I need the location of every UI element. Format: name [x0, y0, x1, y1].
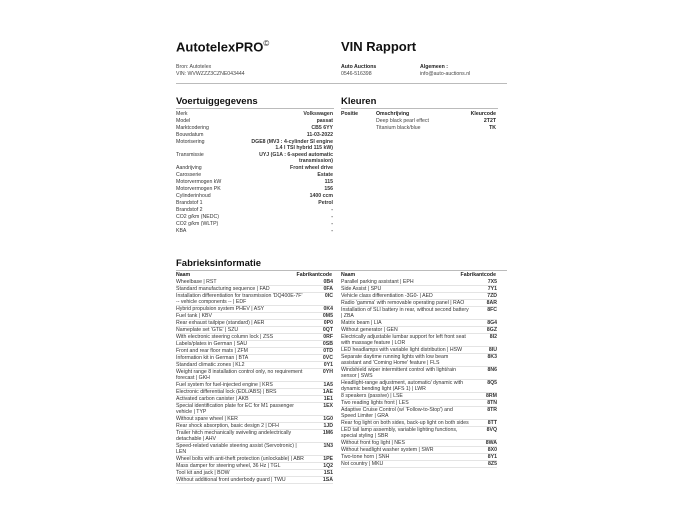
factory-left-row-code: 0VC	[322, 355, 333, 361]
factory-right-row-code: 8K3	[487, 354, 497, 360]
factory-left-row-label: Mass damper for steering wheel, 36 Hz | TGL	[176, 463, 281, 469]
factory-right-row-label: Side Assist | SPU	[341, 286, 382, 292]
vehicle-row-label: CO2 g/km (NEDC)	[176, 214, 219, 220]
header-divider	[176, 83, 507, 84]
factory-right-row	[341, 334, 497, 346]
factory-left-row-code: 1N3	[323, 443, 333, 449]
factory-right-row-code: 8TN	[487, 400, 497, 406]
factory-right-row	[341, 307, 497, 319]
colors-title-rule	[341, 108, 498, 109]
factory-right-row-label: Two-tone horn | SNH	[341, 454, 390, 460]
vin-line: VIN: WVWZZZ3CZNE043444	[176, 71, 245, 77]
factory-right-row-label: Two reading lights front | LES	[341, 400, 409, 406]
factory-right-row-label: Matrix beam | LIA	[341, 320, 382, 326]
vehicle-row	[176, 139, 333, 151]
factory-left-row	[176, 403, 333, 415]
factory-left-row-label: Front and rear floor mats | ZFM	[176, 348, 248, 354]
factory-left-row-label: Special identification plate for EC for M1 passenger vehicle | TYP	[176, 403, 294, 415]
vehicle-row-label: Transmissie	[176, 152, 204, 158]
vehicle-row-code: -	[331, 221, 333, 227]
dealer-phone: 0546-516398	[341, 71, 372, 77]
color-code: 2T2T	[483, 118, 496, 124]
color-description: Titanium black/blue	[376, 125, 421, 131]
factory-right-row-label: Vehicle class differentiation -3G0- | AED	[341, 293, 433, 299]
factory-right-row-code: 8Q5	[487, 380, 497, 386]
factory-right-row-code: 8AR	[486, 300, 497, 306]
vehicle-row-label: Marktcodering	[176, 125, 209, 131]
colors-position-header: Positie	[341, 111, 359, 117]
vehicle-title-rule	[176, 108, 334, 109]
factory-left-row-code: 0YH	[322, 369, 333, 375]
vehicle-row-label: Brandstof 2	[176, 207, 203, 213]
vehicle-row	[176, 152, 333, 164]
factory-right-row	[341, 427, 497, 439]
factory-right-row-code: 8TT	[487, 420, 497, 426]
color-code: TK	[489, 125, 496, 131]
factory-right-row-code: 8Y1	[487, 454, 497, 460]
factory-right-row-label: Headlight-range adjustment, automatic/ dynamic with dynamic bending light (AFS 1) | LWR	[341, 380, 463, 392]
factory-left-row-label: With electronic steering column lock | ZSS	[176, 334, 274, 340]
factory-left-row-label: Activated carbon canister | AKB	[176, 396, 249, 402]
factory-left-row	[176, 430, 333, 442]
factory-right-row-label: 8 speakers (passive) | LSE	[341, 393, 403, 399]
factory-left-row	[176, 293, 333, 305]
factory-title-rule	[176, 270, 507, 271]
source-info	[176, 64, 245, 78]
factory-right-row-label: LED tail lamp assembly, variable lighting functions, special styling | SBR	[341, 427, 458, 439]
factory-left-row-label: Tool kit and jack | BOW	[176, 470, 230, 476]
factory-left-row-code: 0Y1	[323, 362, 333, 368]
factory-right-row-code: 7Y1	[487, 286, 497, 292]
vehicle-row-label: Bouwdatum	[176, 132, 204, 138]
factory-section-title: Fabrieksinformatie	[176, 258, 261, 269]
factory-right-row	[341, 407, 497, 419]
factory-left-row-label: Trailer hitch mechanically swiveling andelectrically detachable | AHV	[176, 430, 292, 442]
factory-left-row-code: 0K4	[323, 306, 333, 312]
factory-right-row-code: 7X5	[487, 279, 497, 285]
factory-left-row-code: 1G0	[323, 416, 333, 422]
factory-left-row-label: Wheelbase | RST	[176, 279, 217, 285]
factory-left-row-code: 1JD	[323, 423, 333, 429]
factory-left-row-code: 1Q2	[323, 463, 333, 469]
vehicle-row-code: UYJ (G1A : 6-speed automatic transmission)	[259, 152, 333, 164]
vehicle-row-label: KBA	[176, 228, 187, 234]
row-divider	[341, 467, 497, 468]
factory-left-code-header: Fabrikantcode	[296, 272, 332, 278]
factory-right-row	[341, 380, 497, 392]
vehicle-row-label: Carosserie	[176, 172, 202, 178]
vehicle-row-code: Volkswagen	[303, 111, 333, 117]
vehicle-row-code: 11-03-2022	[306, 132, 333, 138]
factory-right-row-label: Windshield wiper intermittent control with light/rain sensor | SWS	[341, 367, 457, 379]
factory-right-row-code: 8GZ	[486, 327, 497, 333]
vehicle-row-code: passat	[316, 118, 333, 124]
factory-right-row-code: 8N6	[487, 367, 497, 373]
factory-left-row-code: 0RF	[323, 334, 333, 340]
factory-left-row	[176, 369, 333, 381]
factory-right-row-label: LED headlamps with variable light distribution | HSW	[341, 347, 463, 353]
row-divider	[176, 234, 333, 235]
factory-left-row-label: Wheel bolts with anti-theft protection (unlockable) | ABR	[176, 456, 304, 462]
factory-right-row-code: 8WA	[485, 440, 497, 446]
vehicle-row-code: Front wheel drive	[290, 165, 333, 171]
factory-right-row-code: 8VQ	[486, 427, 497, 433]
vehicle-row-label: Motorvermogen PK	[176, 186, 221, 192]
factory-right-row-code: 8X0	[487, 447, 497, 453]
factory-left-row-code: 0SB	[322, 341, 333, 347]
factory-left-row-label: Weight range 8 installation control only, no requirement forecast | GKH	[176, 369, 303, 381]
colors-desc-header: Omschrijving	[376, 111, 410, 117]
factory-left-name-header: Naam	[176, 272, 191, 278]
vehicle-row-code: 115	[324, 179, 333, 185]
factory-left-row-label: Nameplate set 'GTE' | SZU	[176, 327, 239, 333]
factory-right-row-label: Rear fog light on both sides, back-up light on both sides	[341, 420, 469, 426]
factory-left-row-label: Fuel system for fuel-injected engine | KRS	[176, 382, 273, 388]
factory-right-row-label: Adaptive Cruise Control (w/ 'Follow-to-Stop') and Speed Limiter | GRA	[341, 407, 453, 419]
factory-right-row-label: Separate daytime running lights with low beam assistant and 'Coming Home' feature | FLS	[341, 354, 449, 366]
factory-left-row-code: 1M6	[322, 430, 333, 436]
colors-code-header: Kleurcode	[470, 111, 496, 117]
factory-left-row-label: Rear exhaust tailpipe (standard) | AER	[176, 320, 265, 326]
color-description: Deep black pearl effect	[376, 118, 429, 124]
vehicle-row-code: -	[331, 228, 333, 234]
vehicle-row-label: Motorvermogen kW	[176, 179, 222, 185]
factory-right-row-label: Without headlight washer system | SWR	[341, 447, 434, 453]
factory-left-row-code: 0B4	[323, 279, 333, 285]
dealer-info	[341, 64, 376, 78]
vehicle-row-label: Cylinderinhoud	[176, 193, 211, 199]
general-label: Algemeen :	[420, 64, 448, 70]
factory-right-row-label: Electrically adjustable lumbar support for left front seat with massage feature | LOR	[341, 334, 466, 346]
factory-right-row-code: 8I2	[489, 334, 497, 340]
factory-right-row-code: 8FC	[487, 307, 497, 313]
factory-right-row-code: 8G4	[487, 320, 497, 326]
factory-left-row-label: Standard climatic zones | KL2	[176, 362, 245, 368]
factory-right-row-label: Not country | MKU	[341, 461, 384, 467]
factory-left-row-label: Without spare wheel | KER	[176, 416, 238, 422]
general-info	[420, 64, 470, 78]
vehicle-row-code: Estate	[317, 172, 333, 178]
brand-name: AutotelexPRO	[176, 39, 264, 55]
vehicle-row-label: Brandstof 1	[176, 200, 203, 206]
factory-left-row-label: Electronic differential lock (EDL/ABS) | BRS	[176, 389, 277, 395]
factory-left-row-label: Hybrid propulsion system PHEV | ASY	[176, 306, 265, 312]
factory-right-row-code: 8IU	[488, 347, 497, 353]
vehicle-row-label: Model	[176, 118, 191, 124]
vehicle-row-label: Motorisering	[176, 139, 205, 145]
factory-left-row-code: 1PE	[323, 456, 333, 462]
vehicle-row-code: 156	[324, 186, 333, 192]
source-line: Bron: Autotelex	[176, 64, 212, 70]
factory-right-row-label: Radio 'gamma' with removable operating panel | RAO	[341, 300, 465, 306]
factory-left-row-code: 0FA	[323, 286, 333, 292]
factory-left-row-label: Rear shock absorption, basic design 2 | DFH	[176, 423, 279, 429]
factory-left-row-code: 1S1	[323, 470, 333, 476]
factory-right-row-label: Parallel parking assistant | EPH	[341, 279, 414, 285]
factory-right-row-label: Installation of SLI battery in rear, without second battery | ZBA	[341, 307, 469, 319]
factory-left-row-code: 0IC	[324, 293, 333, 299]
factory-left-row-label: Speed-related variable steering assist (Servotronic) | LEN	[176, 443, 297, 455]
factory-left-row-label: Information kit in German | BTA	[176, 355, 249, 361]
factory-right-row-code: 7ZD	[487, 293, 497, 299]
factory-left-row-label: Labels/plates in German | SAU	[176, 341, 248, 347]
factory-right-row-label: Without generator | GEN	[341, 327, 398, 333]
vehicle-row-code: -	[331, 207, 333, 213]
factory-left-row-code: 0TD	[323, 348, 333, 354]
factory-left-row-code: 1E1	[323, 396, 333, 402]
vehicle-row-code: Petrol	[318, 200, 333, 206]
factory-left-row-label: Installation differentiation for transmission 'DQ400E-7F' -- vehicle components -- | EDF	[176, 293, 303, 305]
factory-right-row-code: 8RM	[486, 393, 497, 399]
vehicle-row-code: 1400 ccm	[309, 193, 333, 199]
vehicle-row-code: DGE8 (MV3 : 4-cylinder SI engine 1.4 l TSI hybrid 115 kW)	[251, 139, 333, 151]
brand-mark: ©	[263, 39, 270, 48]
factory-left-row-code: 1SA	[322, 477, 333, 483]
factory-left-row-label: Standard manufacturing sequence | FAD	[176, 286, 270, 292]
vehicle-row-code: -	[331, 214, 333, 220]
factory-left-row-code: 1A5	[323, 382, 333, 388]
factory-left-row-code: 0M5	[322, 313, 333, 319]
factory-right-code-header: Fabrikantcode	[460, 272, 496, 278]
general-email: info@auto-auctions.nl	[420, 71, 471, 77]
factory-left-row-code: 0QT	[322, 327, 333, 333]
factory-left-row-code: 1EX	[323, 403, 333, 409]
factory-left-row-label: Without additional front underbody guard | TWU	[176, 477, 286, 483]
factory-left-row-label: Fuel tank | KBV	[176, 313, 212, 319]
dealer-name: Auto Auctions	[341, 64, 377, 70]
factory-left-row-code: 1AE	[322, 389, 333, 395]
document-title: VIN Rapport	[341, 39, 417, 54]
factory-right-row-code: 8TR	[487, 407, 497, 413]
row-divider	[176, 483, 333, 484]
vehicle-row-label: Aandrijving	[176, 165, 202, 171]
factory-right-row	[341, 367, 497, 379]
factory-left-row-code: 0P0	[323, 320, 333, 326]
colors-section-title: Kleuren	[341, 96, 377, 107]
factory-right-row-code: 8Z5	[488, 461, 497, 467]
vehicle-row-label: Merk	[176, 111, 188, 117]
brand-logo	[176, 39, 269, 54]
factory-left-row	[176, 443, 333, 455]
factory-right-row	[341, 354, 497, 366]
factory-right-row-label: Without front fog light | NES	[341, 440, 405, 446]
factory-right-name-header: Naam	[341, 272, 356, 278]
vehicle-row-label: CO2 g/km (WLTP)	[176, 221, 219, 227]
vehicle-section-title: Voertuiggegevens	[176, 96, 258, 107]
vehicle-row-code: CB5 6YY	[311, 125, 333, 131]
